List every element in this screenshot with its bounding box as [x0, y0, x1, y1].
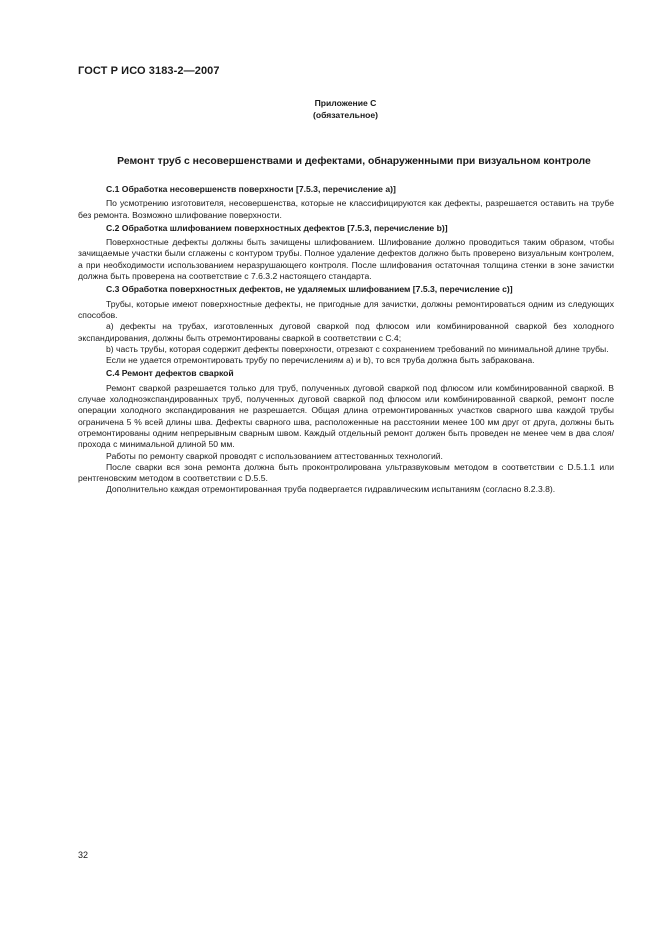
c3-paragraph: Трубы, которые имеют поверхностные дефекты, не пригодные для зачистки, должны ремонтироваться одним из следующих способов. [78, 298, 614, 320]
c1-paragraph: По усмотрению изготовителя, несовершенства, которые не классифицируются как дефекты, разрешается оставить на трубе без ремонта. Возможно шлифование поверхности. [78, 198, 614, 220]
page-number: 32 [78, 850, 89, 860]
c4-paragraph-inspection: После сварки вся зона ремонта должна быть проконтролирована ультразвуковым методом в соответствии с D.5.1.1 или рентгеновским методом в соответствии с D.5.5. [78, 461, 614, 484]
annex-header [0, 97, 661, 121]
c1-heading: С.1 Обработка несовершенств поверхности [7.5.3, перечисление а)] [106, 184, 396, 194]
c3-item-a: а) дефекты на трубах, изготовленных дуговой сваркой под флюсом или комбинированной сваркой без холодного экспандирования, должны быть отремонтированы сваркой в соответствии с С.4; [78, 321, 614, 343]
c3-item-b: b) часть трубы, которая содержит дефекты поверхности, отрезают с сохранением требований по минимальной длине трубы. [106, 343, 609, 354]
c3-heading: С.3 Обработка поверхностных дефектов, не удаляемых шлифованием [7.5.3, перечисление с)] [106, 284, 513, 295]
annex-subtitle: (обязательное) [312, 110, 379, 120]
c2-heading: С.2 Обработка шлифованием поверхностных дефектов [7.5.3, перечисление b)] [106, 222, 448, 233]
c4-paragraph-hydrotest: Дополнительно каждая отремонтированная труба подвергается гидравлическим испытаниям (согласно 8.2.3.8). [106, 484, 556, 495]
c2-paragraph: Поверхностные дефекты должны быть зачищены шлифованием. Шлифование должно проводиться таким образом, чтобы зачищаемые участки были сглажены с контуром трубы. Полное удаление дефектов должно быть проверено визуальным контролем, а при необходимости использованием неразрушающего контроля. После шлифования остаточная толщина стенки в зоне зачистки должна быть проверена на соответствие с 7.6.3.2 настоящего стандарта. [78, 237, 614, 282]
c4-heading: С.4 Ремонт дефектов сваркой [106, 368, 234, 379]
document-body [78, 182, 614, 496]
c3-paragraph-reject: Если не удается отремонтировать трубу по перечислениям а) и b), то вся труба должна быть забракована. [106, 355, 535, 366]
c4-paragraph-technology: Работы по ремонту сваркой проводят с использованием аттестованных технологий. [106, 450, 443, 461]
section-title: Ремонт труб с несовершенствами и дефектами, обнаруженными при визуальном контроле [117, 156, 591, 167]
c4-paragraph: Ремонт сваркой разрешается только для труб, полученных дуговой сваркой под флюсом или комбинированной сваркой. В случае холодноэкспандированных труб, полученных дуговой сваркой под флюсом или комбинированной сваркой, ремонт после операции холодного экспандирования не разрешается. Общая длина отремонтированных участков сварного шва каждой трубы ограничена 5 % всей длины шва. Дефекты сварного шва, расположенные на расстоянии менее 100 мм друг от друга, должны быть отремонтированы одним непрерывным сварным швом. Каждый отдельный ремонт должен быть проведен не менее чем в два слоя/прохода с минимальной длиной 50 мм. [78, 382, 614, 450]
annex-title: Приложение С [314, 98, 377, 108]
document-code: ГОСТ Р ИСО 3183-2—2007 [78, 65, 220, 77]
